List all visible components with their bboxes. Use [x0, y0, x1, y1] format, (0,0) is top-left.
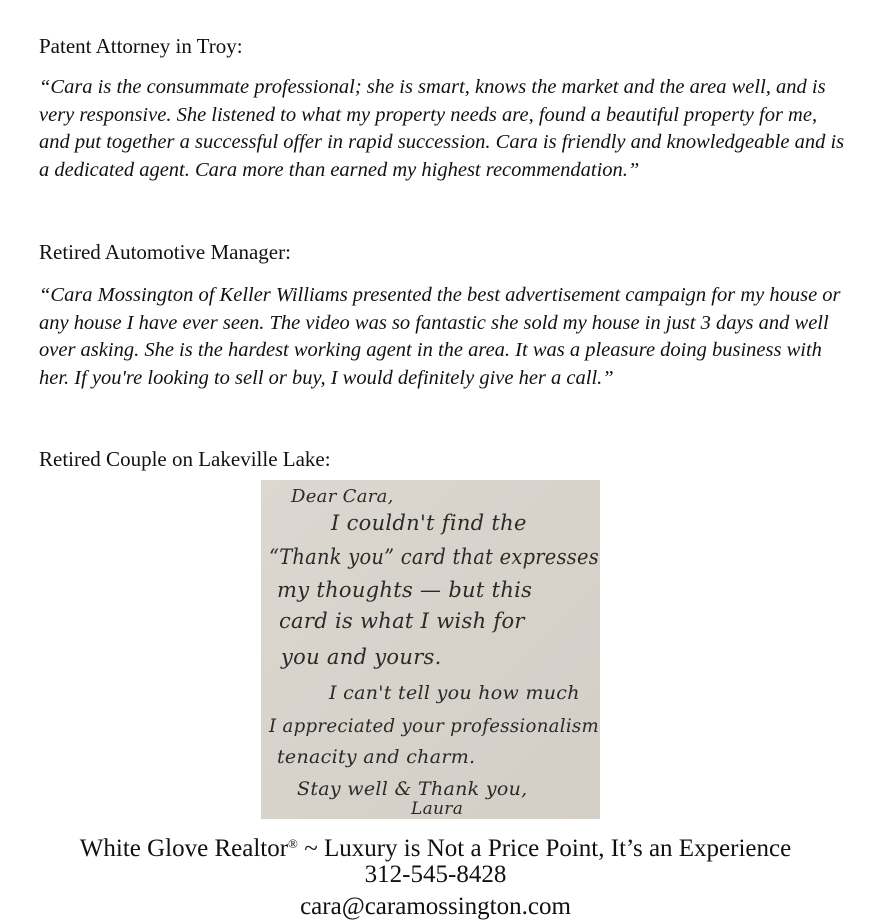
- handwritten-note-svg: [261, 480, 600, 819]
- note-line: tenacity and charm.: [277, 746, 476, 768]
- note-line: I can't tell you how much: [329, 682, 580, 704]
- note-line: I couldn't find the: [331, 511, 527, 535]
- note-line: “Thank you” card that expresses: [269, 545, 599, 569]
- testimonial-heading-automotive-manager: Retired Automotive Manager:: [39, 240, 291, 264]
- footer-tagline-brand: White Glove Realtor: [79, 835, 289, 862]
- note-line: my thoughts — but this: [277, 578, 533, 602]
- registered-mark: ®: [288, 836, 298, 851]
- note-line: Dear Cara,: [291, 486, 394, 507]
- note-signature: Laura: [411, 799, 464, 819]
- footer-email[interactable]: cara@caramossington.com: [300, 893, 571, 920]
- testimonial-quote-patent-attorney: “Cara is the consummate professional; she is smart, knows the market and the area well, and is very responsive. She listened to what my property needs are, found a beautiful property for me, and put together a successful offer in rapid succession. Cara is friendly and knowledgeable and is a dedicated agent. Cara more than earned my highest recommendation.”: [39, 76, 845, 181]
- testimonial-heading-lakeville-couple: Retired Couple on Lakeville Lake:: [39, 447, 331, 471]
- note-line: I appreciated your professionalism: [268, 715, 599, 737]
- note-line: Stay well & Thank you,: [297, 778, 528, 800]
- footer-tagline-slogan: ~ Luxury is Not a Price Point, It’s an Experience: [297, 835, 792, 862]
- handwritten-thank-you-note-image: [261, 480, 600, 819]
- footer-phone[interactable]: 312-545-8428: [364, 861, 507, 888]
- testimonial-quote-automotive-manager: “Cara Mossington of Keller Williams presented the best advertisement campaign for my house or any house I have ever seen. The video was so fantastic she sold my house in just 3 days and well over asking. She is the hardest working agent in the area. It was a pleasure doing business with her. If you're looking to sell or buy, I would definitely give her a call.”: [39, 284, 841, 389]
- note-line: card is what I wish for: [279, 609, 525, 633]
- testimonial-heading-patent-attorney: Patent Attorney in Troy:: [39, 34, 243, 58]
- note-line: you and yours.: [281, 645, 442, 669]
